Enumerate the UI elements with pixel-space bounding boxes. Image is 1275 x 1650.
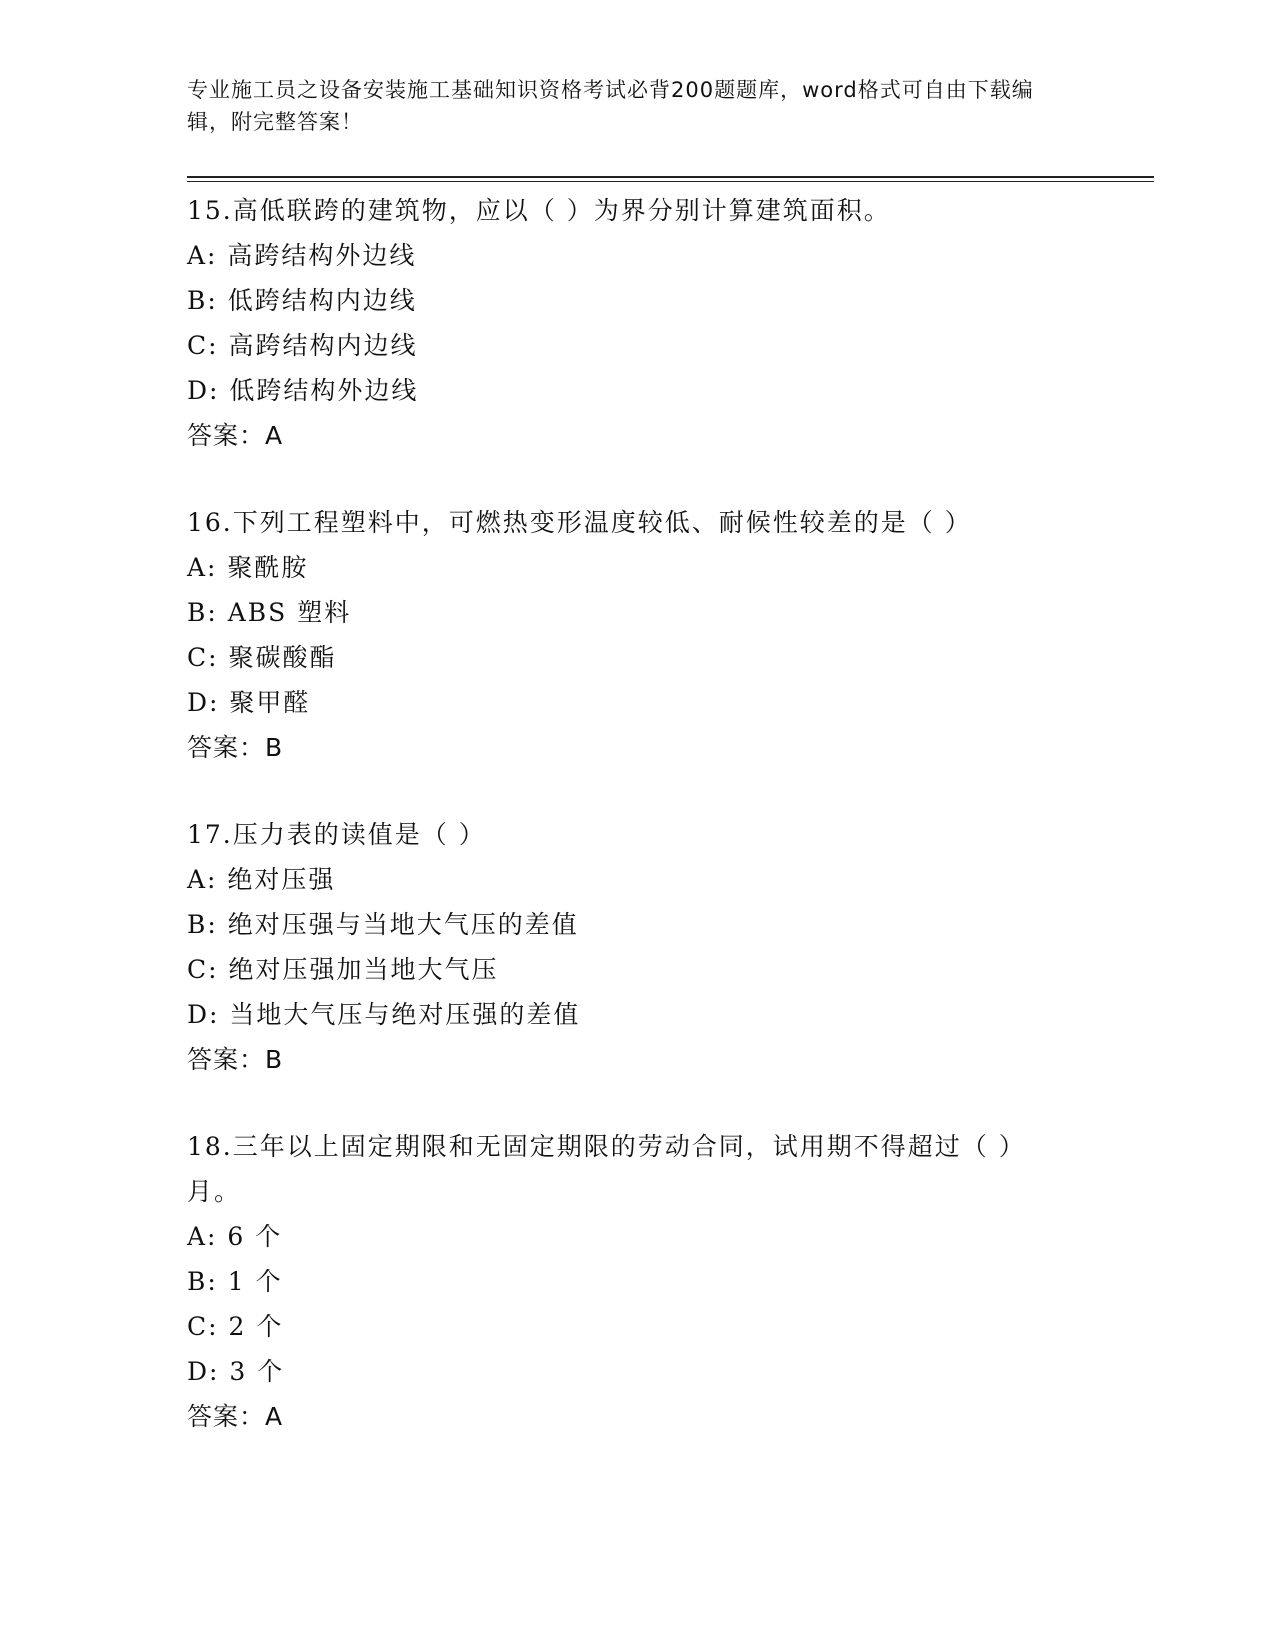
option-b: B: 绝对压强与当地大气压的差值 bbox=[187, 910, 579, 939]
question-18 bbox=[187, 1124, 1047, 1439]
question-stem: 18.三年以上固定期限和无固定期限的劳动合同，试用期不得超过（ ）月。 bbox=[187, 1132, 1026, 1206]
option-b: B: ABS 塑料 bbox=[187, 598, 352, 627]
question-17 bbox=[187, 812, 1047, 1082]
document-title: 专业施工员之设备安装施工基础知识资格考试必背200题题库，word格式可自由下载编辑，附完整答案！ bbox=[187, 78, 1034, 134]
question-stem: 16.下列工程塑料中，可燃热变形温度较低、耐候性较差的是（ ） bbox=[187, 508, 972, 537]
option-d: D: 3 个 bbox=[187, 1357, 285, 1386]
answer-label: 答案：A bbox=[187, 421, 284, 450]
option-d: D: 低跨结构外边线 bbox=[187, 376, 419, 405]
option-d: D: 当地大气压与绝对压强的差值 bbox=[187, 1000, 581, 1029]
answer-label: 答案：A bbox=[187, 1402, 284, 1431]
option-c: C: 2 个 bbox=[187, 1312, 284, 1341]
option-a: A: 高跨结构外边线 bbox=[187, 241, 417, 270]
answer-label: 答案：B bbox=[187, 733, 284, 762]
option-a: A: 绝对压强 bbox=[187, 865, 336, 894]
option-a: A: 聚酰胺 bbox=[187, 553, 309, 582]
option-c: C: 聚碳酸酯 bbox=[187, 643, 337, 672]
header-divider-thin bbox=[187, 181, 1154, 182]
question-15 bbox=[187, 188, 1047, 458]
option-d: D: 聚甲醛 bbox=[187, 688, 311, 717]
option-b: B: 低跨结构内边线 bbox=[187, 286, 417, 315]
question-stem: 15.高低联跨的建筑物，应以（ ）为界分别计算建筑面积。 bbox=[187, 196, 891, 225]
option-b: B: 1 个 bbox=[187, 1267, 283, 1296]
question-stem: 17.压力表的读值是（ ） bbox=[187, 820, 486, 849]
question-16 bbox=[187, 500, 1047, 770]
option-c: C: 高跨结构内边线 bbox=[187, 331, 418, 360]
header-divider bbox=[187, 176, 1154, 178]
option-c: C: 绝对压强加当地大气压 bbox=[187, 955, 499, 984]
option-a: A: 6 个 bbox=[187, 1222, 283, 1251]
answer-label: 答案：B bbox=[187, 1045, 284, 1074]
